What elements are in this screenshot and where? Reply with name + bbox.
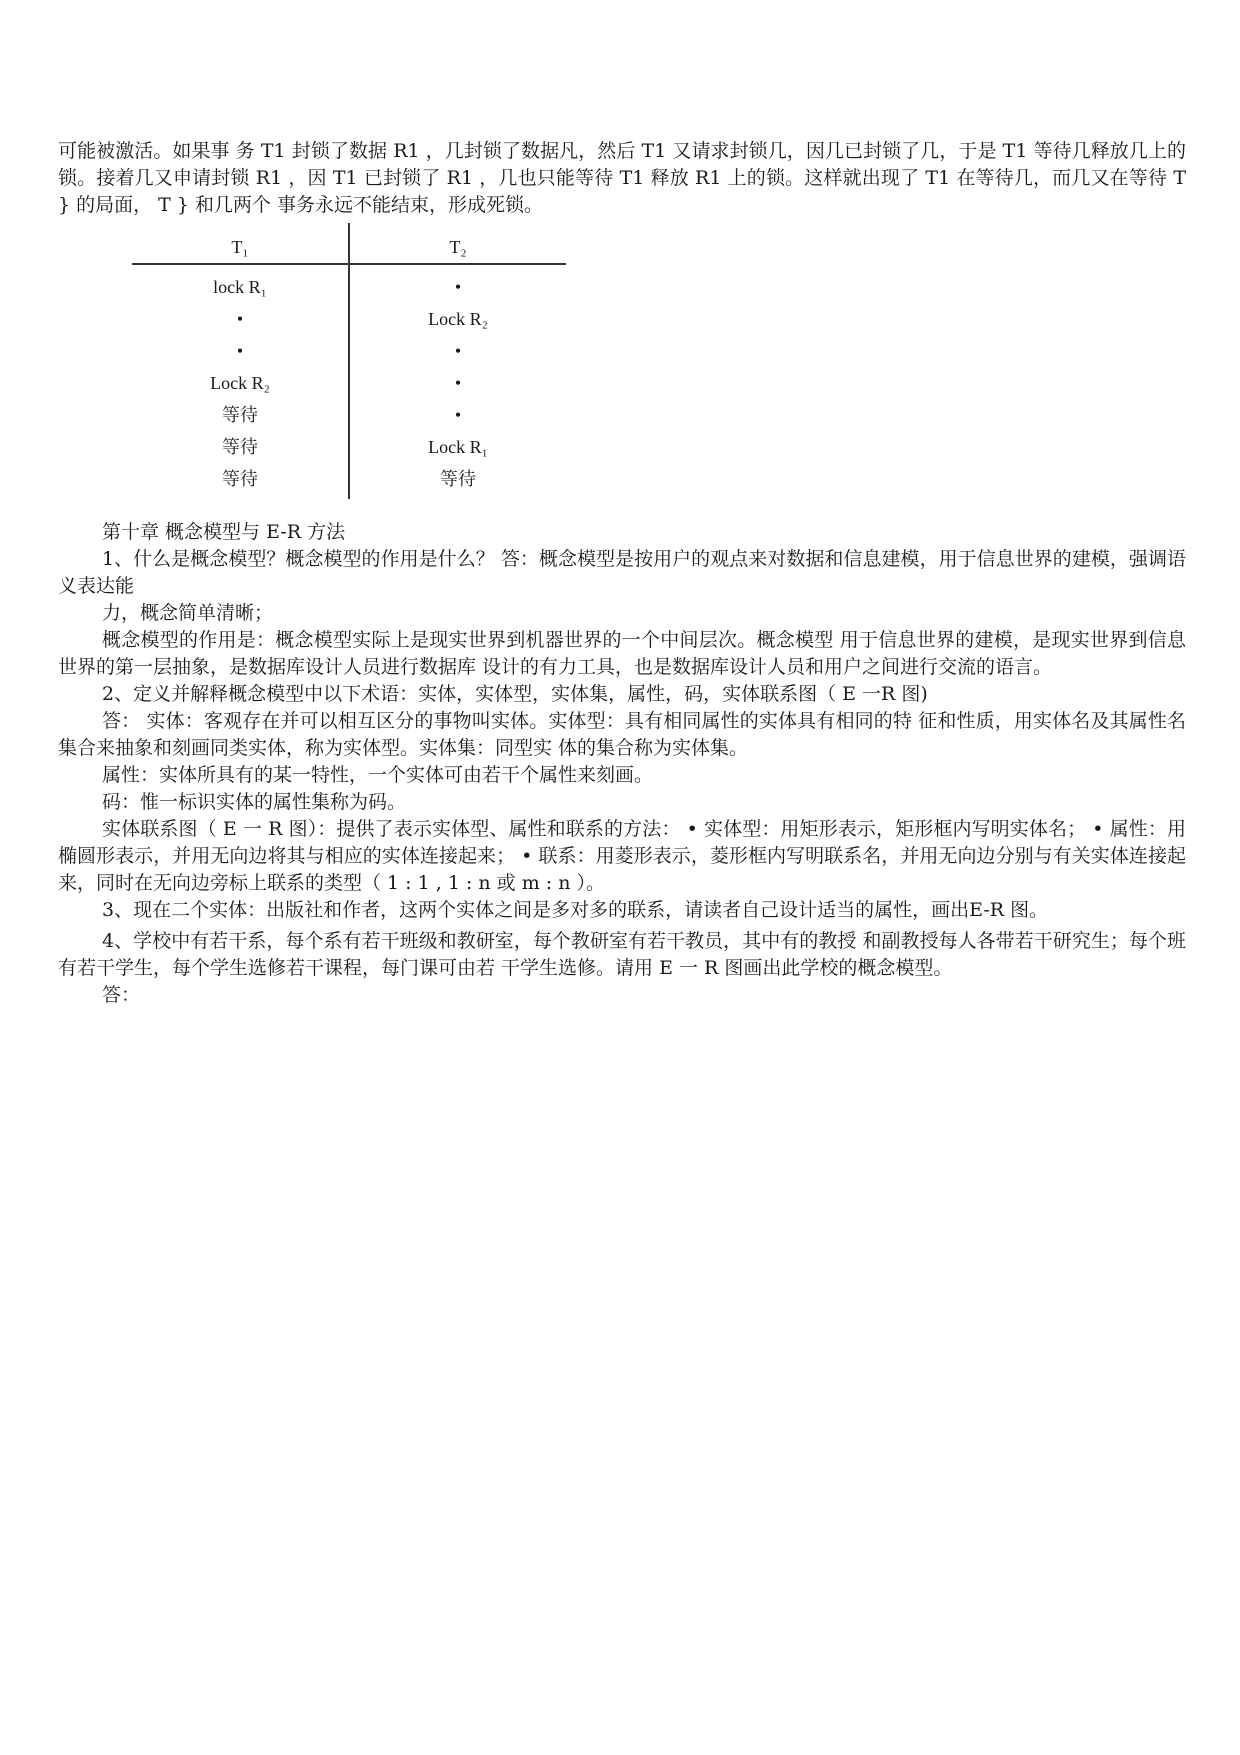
t2-cell: Lock R₂: [428, 309, 488, 329]
t2-cell: Lock R₁: [428, 437, 488, 457]
t1-header: T₁: [231, 237, 249, 257]
chapter-title: 第十章 概念模型与 E-R 方法: [102, 521, 346, 543]
t1-cell: 等待: [222, 405, 258, 425]
t1-cell: •: [236, 309, 244, 329]
er-diagram-definition: 实体联系图（ E 一 R 图）：提供了表示实体型、属性和联系的方法： • 实体型：用矩形表示，矩形框内写明实体名； • 属性：用椭圆形表示，并用无向边将其与相应的实体连接起来； • 联系：用菱形表示，菱形框内写明联系名，并用无向边分别与有关实体连接起来，同时在无向边旁标上联系的类型（ 1 : 1 , 1 : n 或 m : n ）。: [58, 818, 1186, 894]
t1-cell: •: [236, 341, 244, 361]
t2-cell: •: [454, 341, 462, 361]
document-page: [58, 138, 1186, 1009]
t1-cell: 等待: [222, 437, 258, 457]
question-1: 1、什么是概念模型？概念模型的作用是什么？ 答：概念模型是按用户的观点来对数据和信息建模，用于信息世界的建模，强调语义表达能: [58, 548, 1186, 597]
t1-cell: Lock R₂: [210, 373, 270, 393]
t1-cell: lock R₁: [213, 277, 267, 297]
intro-paragraph: 可能被激活。如果事 务 T1 封锁了数据 R1 ，几封锁了数据凡，然后 T1 又请求封锁几，因几已封锁了几，于是 T1 等待几释放几上的锁。接着几又申请封锁 R1 ，因 T1 已封锁了 R1 ，几也只能等待 T1 释放 R1 上的锁。这样就出现了 T1 在等待几，而几又在等待 T } 的局面， T } 和几两个 事务永远不能结束，形成死锁。: [58, 140, 1186, 216]
t2-cell: •: [454, 277, 462, 297]
t2-header: T₂: [449, 237, 467, 257]
question-2: 2、定义并解释概念模型中以下术语：实体，实体型，实体集，属性，码，实体联系图（ E 一R 图): [102, 683, 928, 705]
question-4-answer: 答：: [102, 984, 141, 1006]
question-3: 3、现在二个实体：出版社和作者，这两个实体之间是多对多的联系，请读者自己设计适当的属性，画出E-R 图。: [102, 899, 1049, 921]
t2-cell: 等待: [440, 469, 476, 489]
question-1-continuation: 力，概念简单清晰；: [102, 602, 274, 624]
key-definition: 码：惟一标识实体的属性集称为码。: [102, 791, 407, 813]
question-1-role: 概念模型的作用是：概念模型实际上是现实世界到机器世界的一个中间层次。概念模型 用于信息世界的建模，是现实世界到信息世界的第一层抽象，是数据库设计人员进行数据库 设计的有力工具，也是数据库设计人员和用户之间进行交流的语言。: [58, 629, 1186, 678]
lock-table: [132, 223, 566, 499]
t2-column: [350, 231, 566, 495]
t1-cell: 等待: [222, 469, 258, 489]
question-4: 4、学校中有若干系，每个系有若干班级和教研室，每个教研室有若干教员，其中有的教授 和副教授每人各带若干研究生；每个班有若干学生，每个学生选修若干课程，每门课可由若 干学生选修。请用 E 一 R 图画出此学校的概念模型。: [58, 930, 1186, 979]
t2-cell: •: [454, 373, 462, 393]
question-2-answer: 答： 实体：客观存在并可以相互区分的事物叫实体。实体型：具有相同属性的实体具有相同的特 征和性质，用实体名及其属性名集合来抽象和刻画同类实体，称为实体型。实体集：同型实 体的集合称为实体集。: [58, 710, 1186, 759]
t2-cell: •: [454, 405, 462, 425]
attribute-definition: 属性：实体所具有的某一特性，一个实体可由若干个属性来刻画。: [102, 764, 654, 786]
t1-column: [132, 231, 348, 495]
